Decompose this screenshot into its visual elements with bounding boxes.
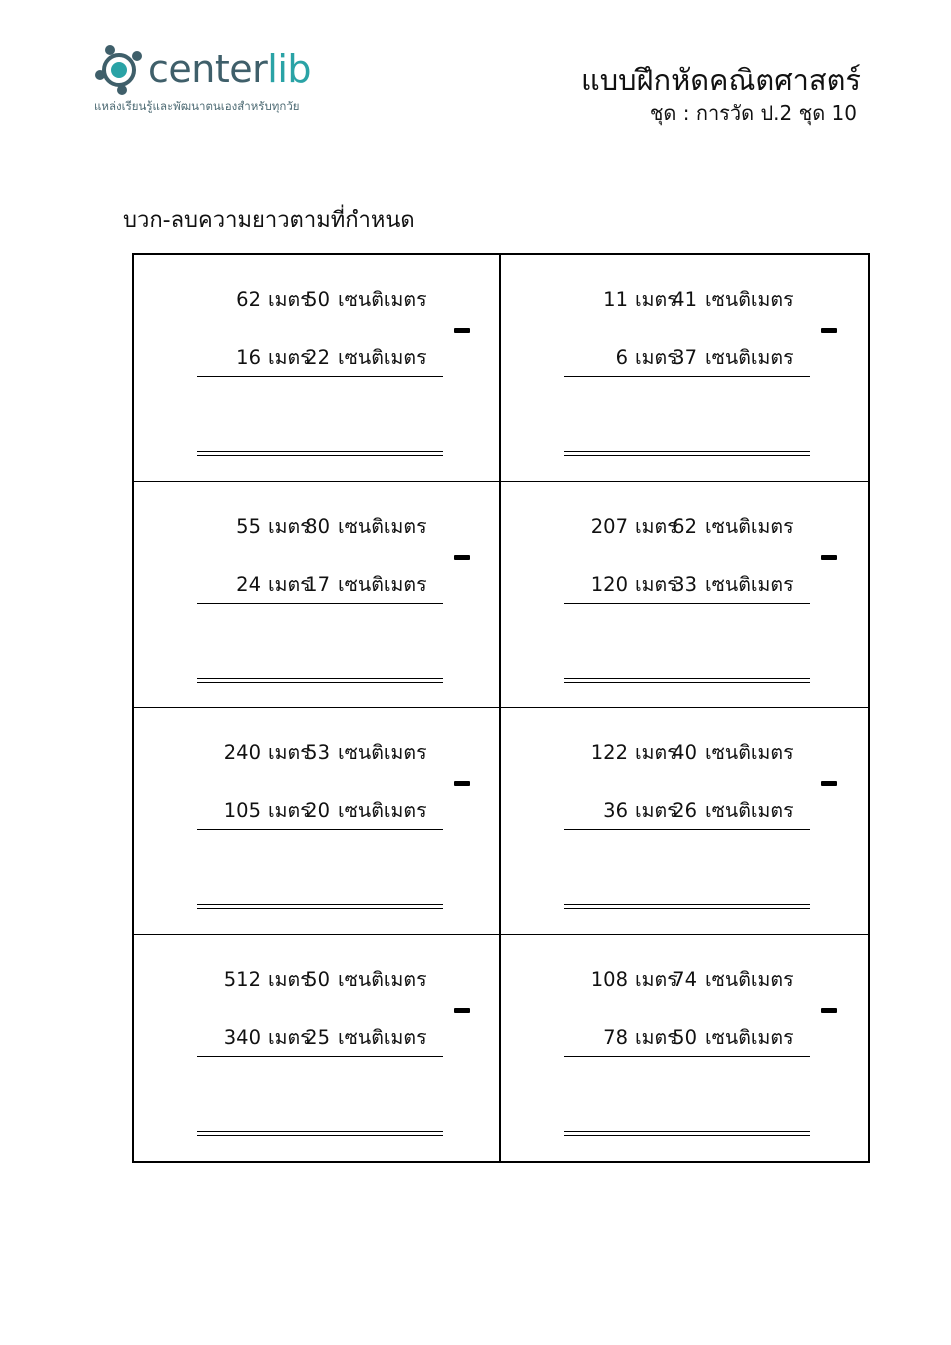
minus-sign-icon (821, 1008, 837, 1013)
meters-value: 6 (615, 346, 628, 369)
problem-cell (501, 935, 868, 1162)
centimeters-unit: เซนติเมตร (338, 799, 427, 822)
centimeters-unit: เซนติเมตร (705, 346, 794, 369)
centimeters-value: 33 (672, 572, 697, 596)
meters-unit: เมตร (635, 514, 678, 538)
centimeters-unit: เซนติเมตร (705, 288, 794, 311)
centimeters-value: 41 (672, 288, 697, 311)
meters-unit: เมตร (635, 572, 678, 596)
meters-value: 108 (590, 967, 628, 991)
minus-sign-icon (821, 328, 837, 333)
logo-molecule-icon (92, 42, 146, 96)
meters-unit: เมตร (635, 967, 678, 991)
meters-value: 24 (236, 572, 261, 596)
problem-first-length (565, 287, 811, 313)
problem-first-length (198, 967, 444, 993)
centimeters-unit: เซนติเมตร (705, 572, 794, 596)
centimeters-unit: เซนติเมตร (338, 572, 427, 596)
answer-double-underline (564, 1131, 810, 1136)
centimeters-value: 50 (672, 1025, 697, 1049)
centimeters-value: 62 (672, 514, 697, 538)
meters-value: 340 (223, 1025, 261, 1049)
meters-unit: เมตร (268, 741, 311, 764)
meters-unit: เมตร (268, 967, 311, 991)
problem-second-length (565, 572, 811, 598)
meters-value: 62 (236, 288, 261, 311)
problem-cell (501, 482, 868, 709)
answer-double-underline (197, 451, 443, 456)
problem-first-length (565, 514, 811, 540)
worksheet-title: แบบฝึกหัดคณิตศาสตร์ (581, 63, 861, 97)
meters-value: 11 (603, 288, 628, 311)
centimeters-unit: เซนติเมตร (338, 967, 427, 991)
minus-sign-icon (821, 555, 837, 560)
problem-first-length (565, 967, 811, 993)
meters-unit: เมตร (268, 799, 311, 822)
answer-double-underline (564, 904, 810, 909)
problem-cell (501, 255, 868, 482)
minus-sign-icon (454, 781, 470, 786)
worksheet-instruction: บวก-ลบความยาวตามที่กำหนด (123, 208, 415, 233)
problem-cell (501, 708, 868, 935)
meters-unit: เมตร (635, 288, 678, 311)
operand-underline (564, 829, 810, 830)
meters-unit: เมตร (268, 572, 311, 596)
problem-cell (134, 935, 501, 1162)
centimeters-value: 50 (305, 967, 330, 991)
meters-unit: เมตร (635, 346, 678, 369)
operand-underline (197, 603, 443, 604)
problem-first-length (198, 514, 444, 540)
operand-underline (564, 603, 810, 604)
minus-sign-icon (821, 781, 837, 786)
operand-underline (564, 1056, 810, 1057)
centimeters-unit: เซนติเมตร (705, 967, 794, 991)
problem-second-length (198, 572, 444, 598)
centimeters-unit: เซนติเมตร (705, 741, 794, 764)
centimeters-unit: เซนติเมตร (338, 288, 427, 311)
centimeters-unit: เซนติเมตร (338, 1025, 427, 1049)
meters-value: 512 (223, 967, 261, 991)
problem-second-length (565, 798, 811, 824)
meters-unit: เมตร (268, 288, 311, 311)
centimeters-value: 37 (672, 346, 697, 369)
meters-value: 207 (590, 514, 628, 538)
meters-value: 55 (236, 514, 261, 538)
logo-wordmark-center: center (148, 47, 268, 91)
problem-cell (134, 708, 501, 935)
centerlib-logo (92, 42, 352, 122)
logo-tagline: แหล่งเรียนรู้และพัฒนาตนเองสำหรับทุกวัย (94, 99, 300, 113)
centimeters-value: 40 (672, 741, 697, 764)
meters-value: 122 (590, 741, 628, 764)
problem-second-length (565, 1025, 811, 1051)
meters-unit: เมตร (268, 346, 311, 369)
centimeters-value: 26 (672, 799, 697, 822)
meters-unit: เมตร (635, 1025, 678, 1049)
centimeters-unit: เซนติเมตร (705, 1025, 794, 1049)
meters-unit: เมตร (268, 1025, 311, 1049)
meters-unit: เมตร (268, 514, 311, 538)
centimeters-value: 20 (305, 799, 330, 822)
operand-underline (197, 829, 443, 830)
centimeters-value: 50 (305, 288, 330, 311)
centimeters-value: 17 (305, 572, 330, 596)
centimeters-value: 80 (305, 514, 330, 538)
answer-double-underline (564, 678, 810, 683)
operand-underline (564, 376, 810, 377)
meters-unit: เมตร (635, 799, 678, 822)
problem-first-length (198, 740, 444, 766)
problem-cell (134, 255, 501, 482)
answer-double-underline (564, 451, 810, 456)
centimeters-unit: เซนติเมตร (705, 514, 794, 538)
centimeters-value: 53 (305, 741, 330, 764)
problem-first-length (565, 740, 811, 766)
meters-value: 36 (603, 799, 628, 822)
problem-second-length (198, 1025, 444, 1051)
meters-value: 240 (223, 741, 261, 764)
meters-value: 120 (590, 572, 628, 596)
centimeters-unit: เซนติเมตร (705, 799, 794, 822)
logo-wordmark-lib: lib (267, 47, 312, 91)
centimeters-value: 74 (672, 967, 697, 991)
meters-value: 105 (223, 799, 261, 822)
centimeters-unit: เซนติเมตร (338, 514, 427, 538)
answer-double-underline (197, 678, 443, 683)
operand-underline (197, 376, 443, 377)
minus-sign-icon (454, 555, 470, 560)
centimeters-value: 25 (305, 1025, 330, 1049)
answer-double-underline (197, 904, 443, 909)
problem-second-length (565, 345, 811, 371)
problem-grid (132, 253, 870, 1163)
meters-unit: เมตร (635, 741, 678, 764)
centimeters-value: 22 (305, 346, 330, 369)
centimeters-unit: เซนติเมตร (338, 346, 427, 369)
worksheet-subtitle: ชุด : การวัด ป.2 ชุด 10 (649, 101, 857, 125)
meters-value: 16 (236, 346, 261, 369)
logo-wordmark (148, 44, 311, 94)
answer-double-underline (197, 1131, 443, 1136)
problem-first-length (198, 287, 444, 313)
meters-value: 78 (603, 1025, 628, 1049)
minus-sign-icon (454, 328, 470, 333)
problem-cell (134, 482, 501, 709)
centimeters-unit: เซนติเมตร (338, 741, 427, 764)
problem-second-length (198, 798, 444, 824)
problem-second-length (198, 345, 444, 371)
operand-underline (197, 1056, 443, 1057)
minus-sign-icon (454, 1008, 470, 1013)
